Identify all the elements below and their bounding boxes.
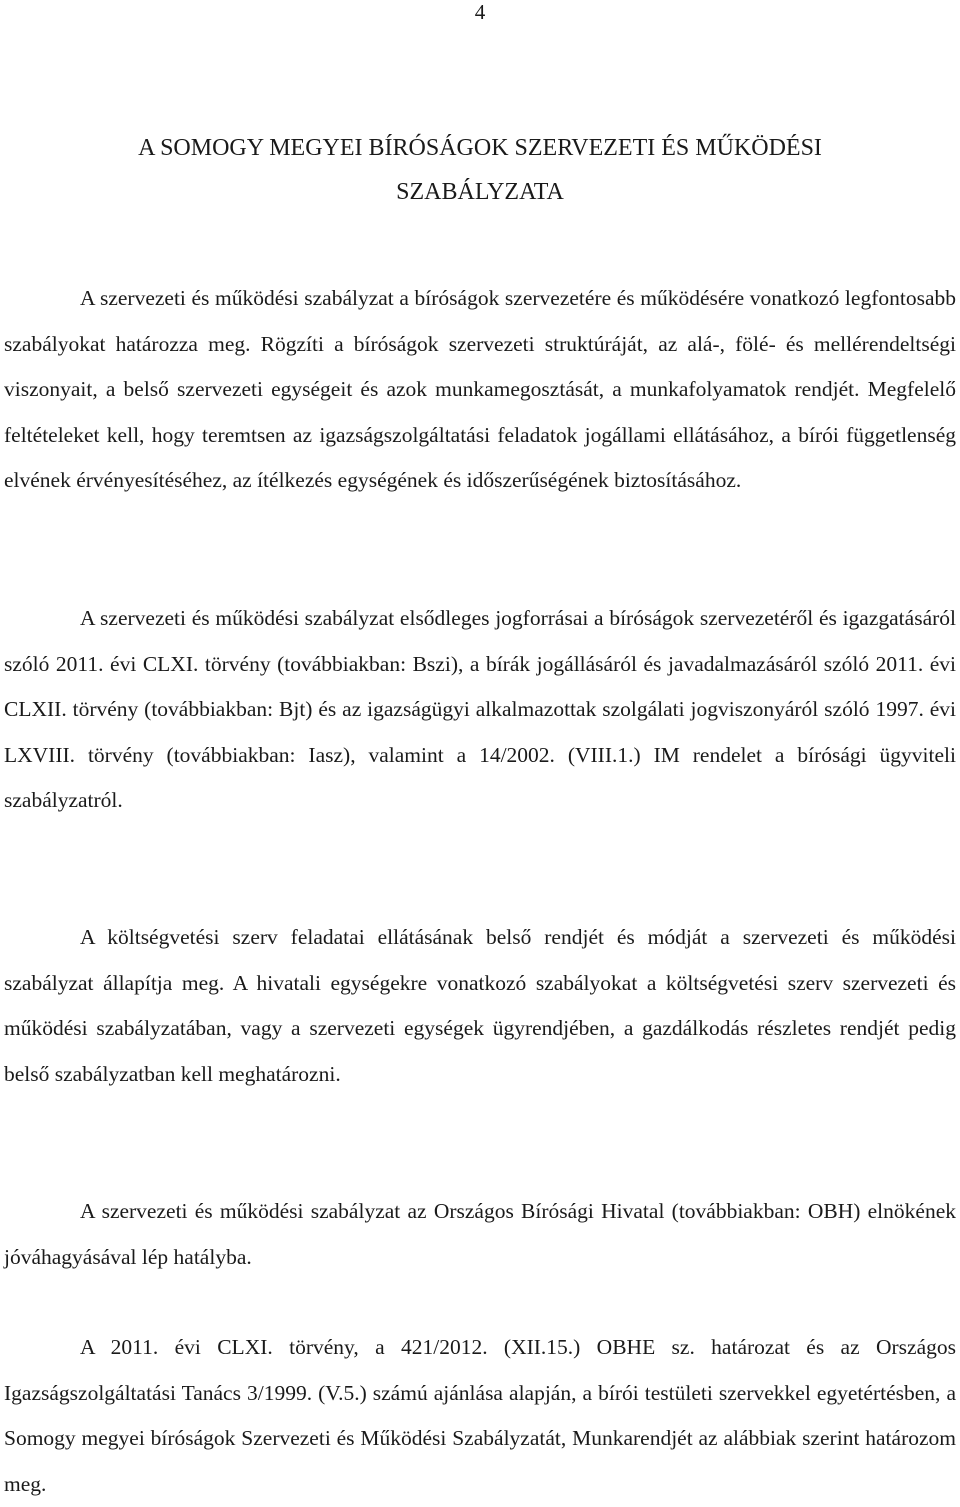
paragraph-budget-organization: A költségvetési szerv feladatai ellátásának belső rendjét és módját a szervezeti és működési szabályzat állapítja meg. A hivatali egységekre vonatkozó szabályokat a költségvetési szerv szervezeti és működési szabályzatában, vagy a szervezeti egységek ügyrendjében, a gazdálkodás részletes rendjét pedig belső szabályzatban kell meghatározni.: [4, 925, 956, 1086]
page-number: 4: [474, 0, 486, 24]
document-title: [0, 126, 960, 214]
paragraph-intro: A szervezeti és működési szabályzat a bíróságok szervezetére és működésére vonatkozó legfontosabb szabályokat határozza meg. Rögzíti a bíróságok szervezeti struktúráját, az alá-, fölé- és mellérendeltségi viszonyait, a belső szervezeti egységeit és azok munkamegosztását, a munkafolyamatok rendjét. Megfelelő feltételeket kell, hogy teremtsen az igazságszolgáltatási feladatok jogállami ellátásához, a bírói függetlenség elvének érvényesítéséhez, az ítélkezés egységének és időszerűségének biztosításához.: [4, 286, 956, 492]
paragraph-legal-sources: A szervezeti és működési szabályzat elsődleges jogforrásai a bíróságok szervezetéről és igazgatásáról szóló 2011. évi CLXI. törvény (továbbiakban: Bszi), a bírák jogállásáról és javadalmazásáról szóló 2011. évi CLXII. törvény (továbbiakban: Bjt) és az igazságügyi alkalmazottak szolgálati jogviszonyáról szóló 1997. évi LXVIII. törvény (továbbiakban: Iasz), valamint a 14/2002. (VIII.1.) IM rendelet a bírósági ügyviteli szabályzatról.: [4, 606, 956, 812]
paragraph-approval: A szervezeti és működési szabályzat az Országos Bírósági Hivatal (továbbiakban: OBH) elnökének jóváhagyásával lép hatályba.: [4, 1199, 956, 1269]
title-line-1: A SOMOGY MEGYEI BÍRÓSÁGOK SZERVEZETI ÉS MŰKÖDÉSI: [138, 135, 822, 161]
title-line-2: SZABÁLYZATA: [396, 179, 564, 205]
paragraph-decision: A 2011. évi CLXI. törvény, a 421/2012. (XII.15.) OBHE sz. határozat és az Országos Igazságszolgáltatási Tanács 3/1999. (V.5.) számú ajánlása alapján, a bírói testületi szervekkel egyetértésben, a Somogy megyei bíróságok Szervezeti és Működési Szabályzatát, Munkarendjét az alábbiak szerint határozom meg.: [4, 1335, 956, 1496]
